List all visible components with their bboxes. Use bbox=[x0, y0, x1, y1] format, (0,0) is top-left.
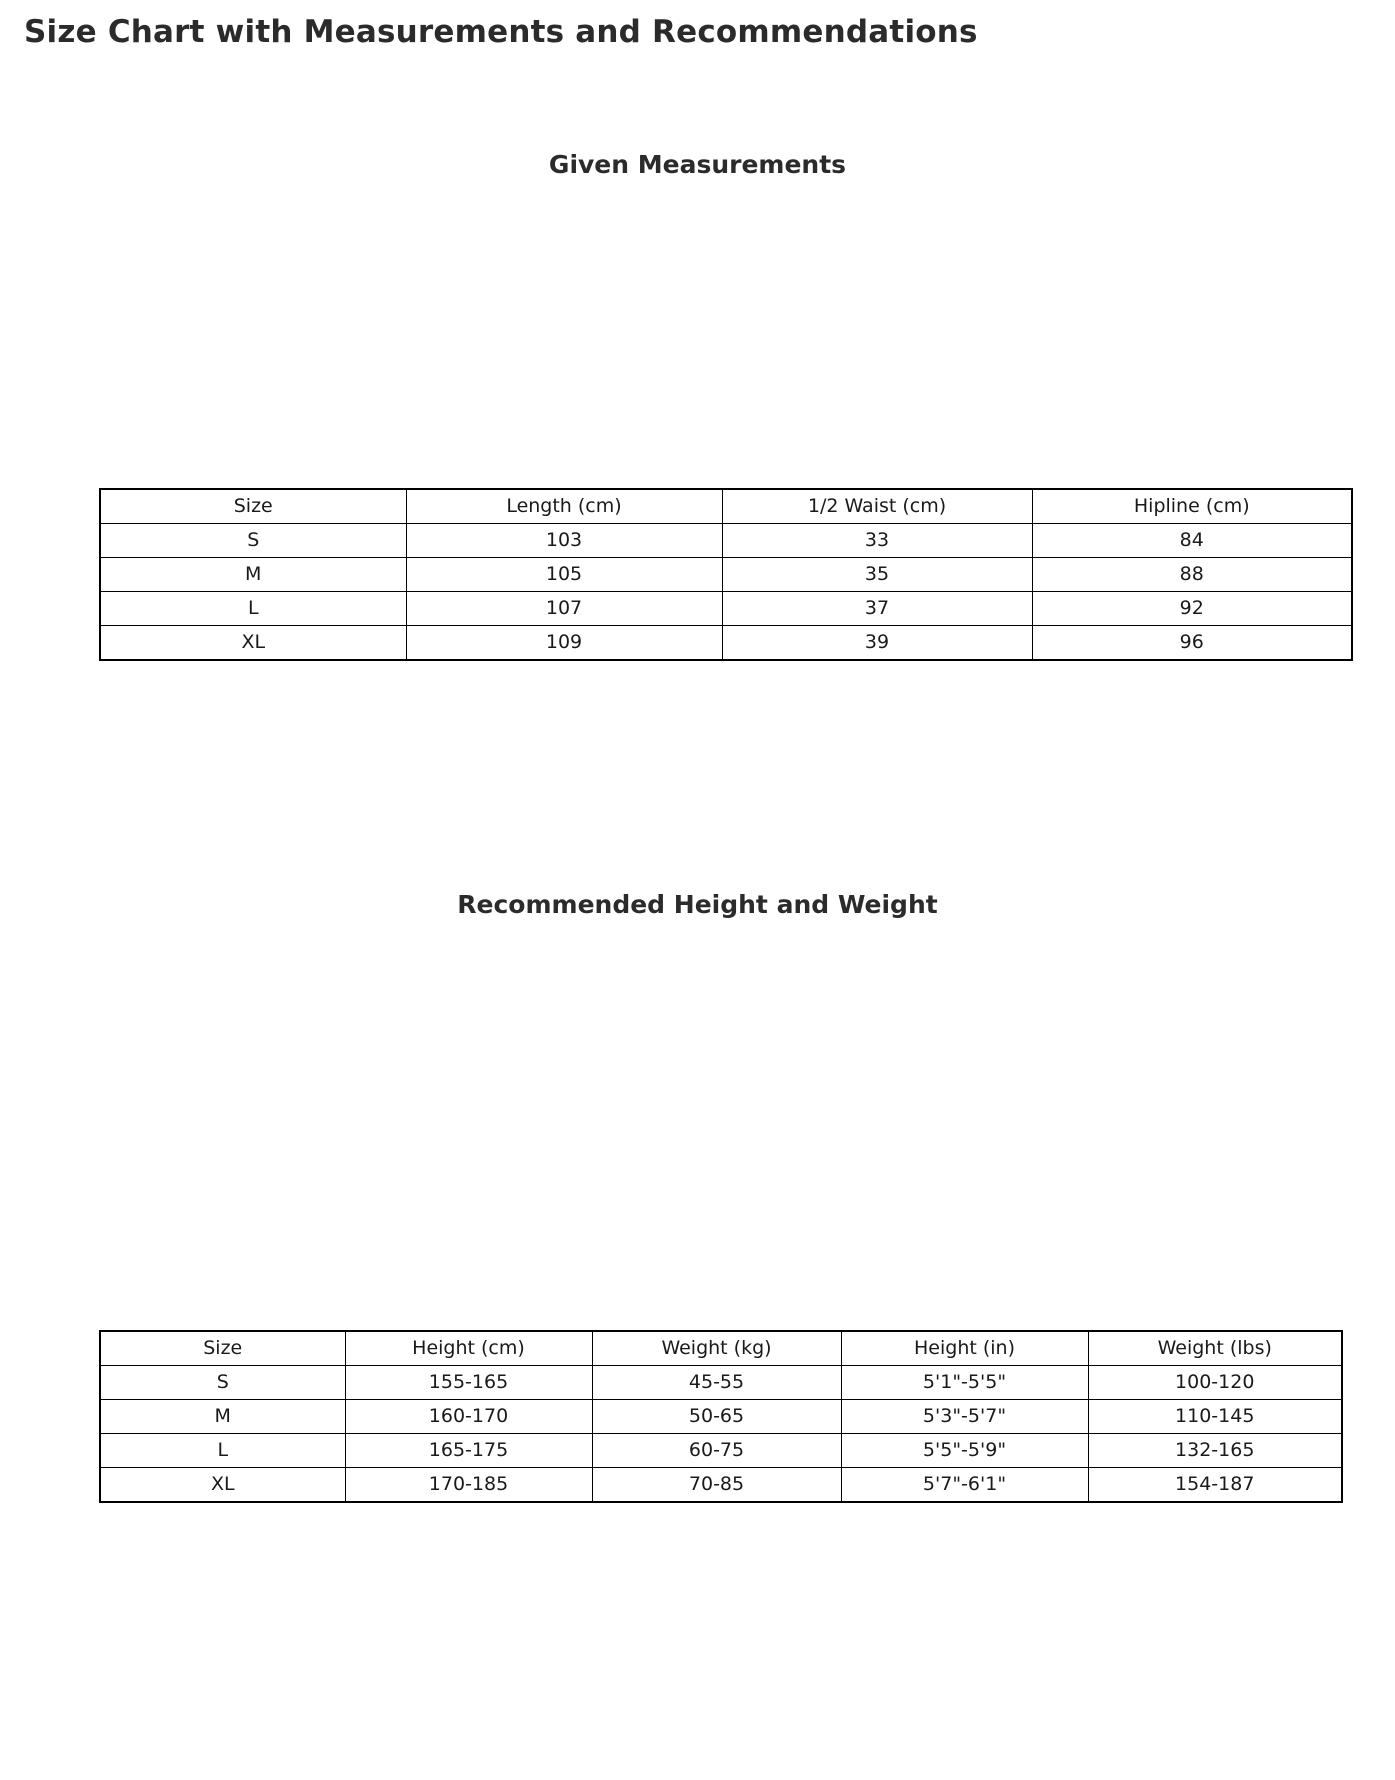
cell-half-waist: 35 bbox=[722, 558, 1032, 592]
section-title-recommendations: Recommended Height and Weight bbox=[457, 890, 938, 919]
cell-length: 107 bbox=[406, 592, 722, 626]
recommendations-table bbox=[99, 1330, 1343, 1503]
column-header: 1/2 Waist (cm) bbox=[722, 489, 1032, 524]
cell-size: L bbox=[100, 592, 406, 626]
cell-weight-kg: 50-65 bbox=[592, 1400, 841, 1434]
cell-height-in: 5'5"-5'9" bbox=[841, 1434, 1088, 1468]
cell-half-waist: 33 bbox=[722, 524, 1032, 558]
cell-size: S bbox=[100, 1366, 345, 1400]
cell-size: XL bbox=[100, 1468, 345, 1503]
cell-length: 109 bbox=[406, 626, 722, 661]
cell-weight-kg: 45-55 bbox=[592, 1366, 841, 1400]
section-title-measurements: Given Measurements bbox=[548, 150, 847, 179]
cell-height-cm: 165-175 bbox=[345, 1434, 592, 1468]
table-row bbox=[100, 592, 1352, 626]
table-row bbox=[100, 1434, 1342, 1468]
column-header: Hipline (cm) bbox=[1032, 489, 1352, 524]
cell-height-cm: 170-185 bbox=[345, 1468, 592, 1503]
cell-size: S bbox=[100, 524, 406, 558]
cell-height-cm: 160-170 bbox=[345, 1400, 592, 1434]
cell-size: XL bbox=[100, 626, 406, 661]
cell-half-waist: 39 bbox=[722, 626, 1032, 661]
column-header: Length (cm) bbox=[406, 489, 722, 524]
table-row bbox=[100, 1366, 1342, 1400]
cell-weight-kg: 70-85 bbox=[592, 1468, 841, 1503]
cell-height-in: 5'1"-5'5" bbox=[841, 1366, 1088, 1400]
cell-weight-lbs: 132-165 bbox=[1088, 1434, 1342, 1468]
table-header-row bbox=[100, 489, 1352, 524]
table-row bbox=[100, 1468, 1342, 1503]
cell-length: 105 bbox=[406, 558, 722, 592]
cell-size: M bbox=[100, 1400, 345, 1434]
column-header: Weight (lbs) bbox=[1088, 1331, 1342, 1366]
column-header: Weight (kg) bbox=[592, 1331, 841, 1366]
column-header: Height (cm) bbox=[345, 1331, 592, 1366]
cell-half-waist: 37 bbox=[722, 592, 1032, 626]
cell-size: L bbox=[100, 1434, 345, 1468]
cell-hipline: 88 bbox=[1032, 558, 1352, 592]
cell-height-in: 5'7"-6'1" bbox=[841, 1468, 1088, 1503]
cell-height-in: 5'3"-5'7" bbox=[841, 1400, 1088, 1434]
column-header: Height (in) bbox=[841, 1331, 1088, 1366]
cell-weight-kg: 60-75 bbox=[592, 1434, 841, 1468]
cell-hipline: 96 bbox=[1032, 626, 1352, 661]
table-header-row bbox=[100, 1331, 1342, 1366]
cell-weight-lbs: 154-187 bbox=[1088, 1468, 1342, 1503]
cell-length: 103 bbox=[406, 524, 722, 558]
measurements-table bbox=[99, 488, 1353, 661]
cell-size: M bbox=[100, 558, 406, 592]
cell-hipline: 92 bbox=[1032, 592, 1352, 626]
cell-hipline: 84 bbox=[1032, 524, 1352, 558]
table-row bbox=[100, 1400, 1342, 1434]
table-row bbox=[100, 626, 1352, 661]
table-row bbox=[100, 558, 1352, 592]
cell-weight-lbs: 100-120 bbox=[1088, 1366, 1342, 1400]
column-header: Size bbox=[100, 1331, 345, 1366]
cell-weight-lbs: 110-145 bbox=[1088, 1400, 1342, 1434]
table-row bbox=[100, 524, 1352, 558]
cell-height-cm: 155-165 bbox=[345, 1366, 592, 1400]
column-header: Size bbox=[100, 489, 406, 524]
page-title: Size Chart with Measurements and Recommendations bbox=[24, 14, 978, 50]
